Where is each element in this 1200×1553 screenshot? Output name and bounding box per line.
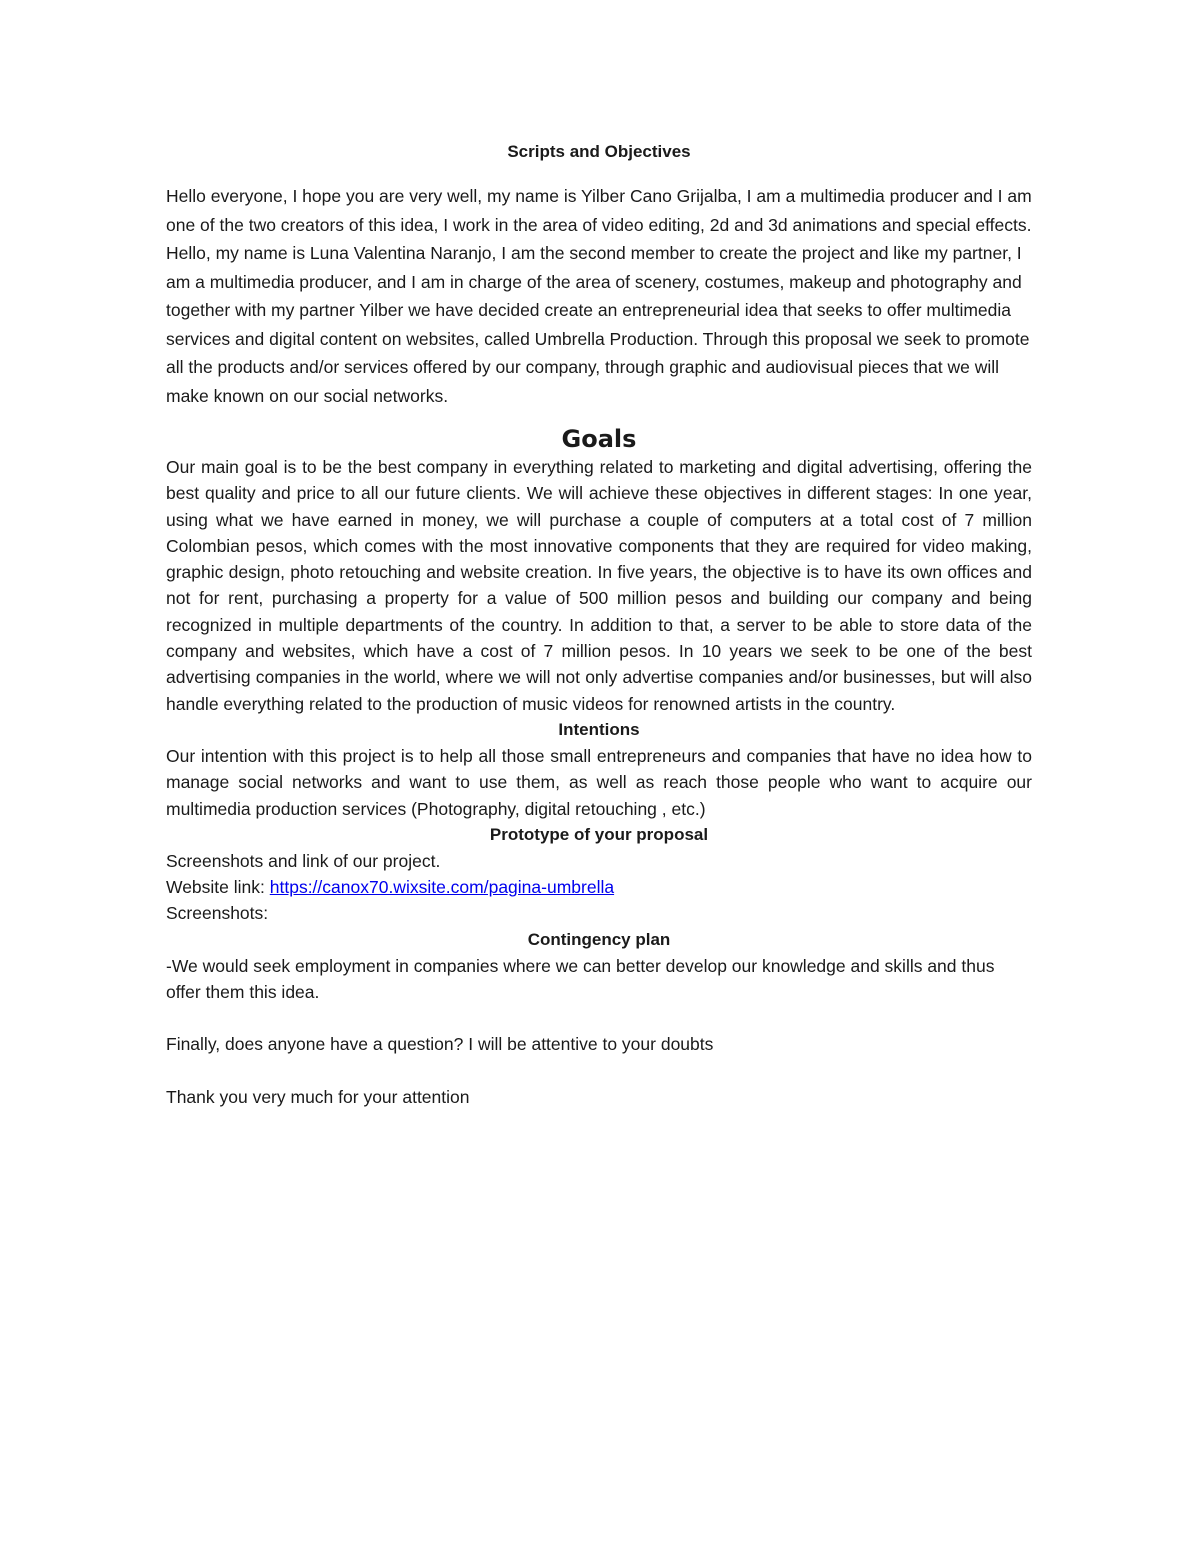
closing-thanks: Thank you very much for your attention (166, 1086, 470, 1107)
prototype-heading: Prototype of your proposal (489, 824, 709, 844)
blank-line (166, 1005, 1032, 1031)
goals-heading: Goals (561, 425, 637, 453)
intentions-paragraph: Our intention with this project is to help all those small entrepreneurs and companies that have no idea how to manage social networks and want to use them, as well as reach those people who want to acquire our multimedia production services (Photography, digital retouching , etc.) (166, 745, 1032, 819)
goals-paragraph: Our main goal is to be the best company in everything related to marketing and digital advertising, offering the best quality and price to all our future clients. We will achieve these objectives in different stages: In one year, using what we have earned in money, we will purchase a couple of computers at a total cost of 7 million Colombian pesos, which comes with the most innovative components that they are required for video making, graphic design, photo retouching and website creation. In five years, the objective is to have its own offices and not for rent, purchasing a property for a value of 500 million pesos and building our company and being recognized in multiple departments of the country. In addition to that, a server to be able to store data of the company and websites, which have a cost of 7 million pesos. In 10 years we seek to be one of the best advertising companies in the world, where we will not only advertise companies and/or businesses, but will also handle everything related to the production of music videos for renowned artists in the country. (166, 457, 1032, 714)
blank-line (166, 1058, 1032, 1084)
contingency-heading: Contingency plan (527, 929, 671, 949)
prototype-description: Screenshots and link of our project. (166, 850, 441, 871)
document-title: Scripts and Objectives (507, 142, 691, 161)
contingency-paragraph: -We would seek employment in companies where we can better develop our knowledge and skills and thus offer them this idea. (166, 955, 995, 1003)
intentions-heading: Intentions (558, 719, 640, 739)
screenshots-label: Screenshots: (166, 903, 269, 924)
website-link-line (166, 874, 1032, 900)
website-link[interactable]: https://canox70.wixsite.com/pagina-umbrella (269, 877, 615, 898)
document-page (166, 140, 1032, 1110)
website-link-label: Website link: (166, 877, 270, 898)
intro-paragraph: Hello everyone, I hope you are very well, my name is Yilber Cano Grijalba, I am a multimedia producer and I am one of the two creators of this idea, I work in the area of video editing, 2d and 3d animations and special effects. Hello, my name is Luna Valentina Naranjo, I am the second member to create the project and like my partner, I am a multimedia producer, and I am in charge of the area of scenery, costumes, makeup and photography and together with my partner Yilber we have decided create an entrepreneurial idea that seeks to offer multimedia services and digital content on websites, called Umbrella Production. Through this proposal we seek to promote all the products and/or services offered by our company, through graphic and audiovisual pieces that we will make known on our social networks. (166, 186, 1032, 406)
closing-question: Finally, does anyone have a question? I will be attentive to your doubts (166, 1034, 714, 1055)
